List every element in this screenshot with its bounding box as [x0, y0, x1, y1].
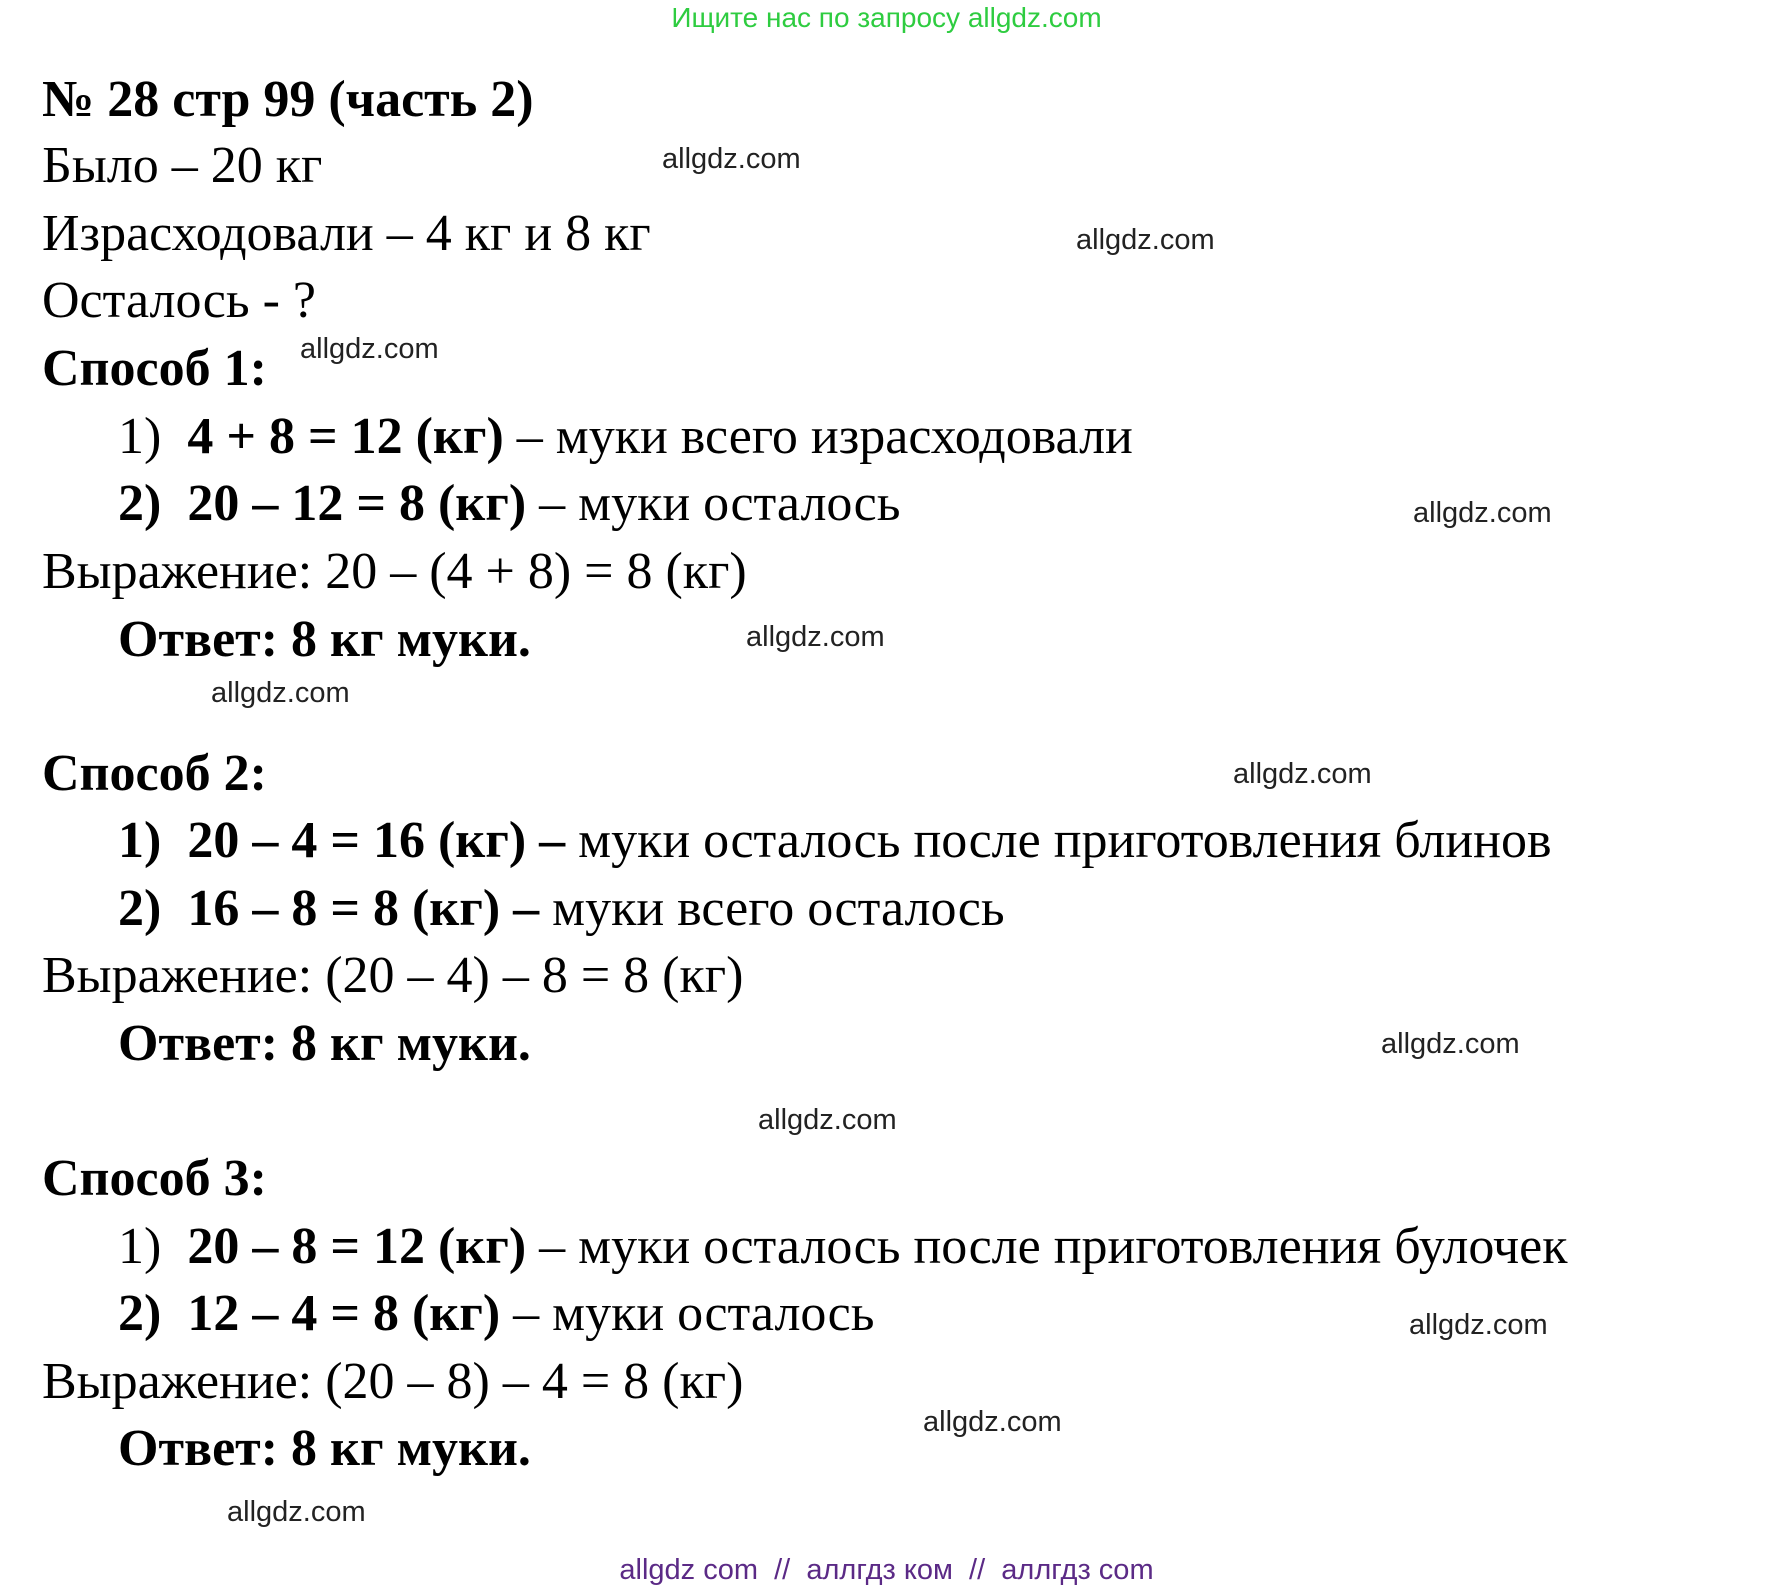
method1-answer: Ответ: 8 кг муки.	[118, 611, 531, 668]
step-text: муки всего осталось	[552, 880, 1005, 937]
step-number: 2)	[118, 475, 162, 532]
step-expression: 4 + 8 = 12 (кг)	[187, 408, 504, 465]
given-spent: Израсходовали – 4 кг и 8 кг	[42, 205, 651, 262]
method1-title: Способ 1:	[42, 340, 267, 397]
method1-expression: Выражение: 20 – (4 + 8) = 8 (кг)	[42, 543, 747, 600]
watermark: allgdz.com	[227, 1496, 366, 1528]
step-text: – муки осталось	[539, 475, 901, 532]
top-banner: Ищите нас по запросу allgdz.com	[671, 2, 1102, 33]
method2-step1	[118, 812, 1552, 869]
step-expression: 20 – 12 = 8 (кг)	[187, 475, 527, 532]
page-title: № 28 стр 99 (часть 2)	[42, 71, 534, 128]
watermark: allgdz.com	[1413, 497, 1552, 529]
watermark: allgdz.com	[211, 677, 350, 709]
step-text: муки осталось после приготовления блинов	[578, 812, 1552, 869]
method3-title: Способ 3:	[42, 1150, 267, 1207]
method2-step2	[118, 880, 1005, 937]
step-number: 1)	[118, 1218, 162, 1275]
method2-title: Способ 2:	[42, 745, 267, 802]
step-expression: 20 – 4 = 16 (кг) –	[187, 812, 566, 869]
step-number: 1)	[118, 812, 162, 869]
step-number: 2)	[118, 880, 162, 937]
watermark: allgdz.com	[1233, 758, 1372, 790]
step-number: 2)	[118, 1285, 162, 1342]
step-text: – муки осталось после приготовления булочек	[539, 1218, 1568, 1275]
given-was: Было – 20 кг	[42, 137, 323, 194]
method2-answer: Ответ: 8 кг муки.	[118, 1015, 531, 1072]
method3-step1	[118, 1218, 1568, 1275]
given-left: Осталось - ?	[42, 272, 316, 329]
step-expression: 20 – 8 = 12 (кг)	[187, 1218, 527, 1275]
step-expression: 16 – 8 = 8 (кг) –	[187, 880, 540, 937]
watermark: allgdz.com	[746, 621, 885, 653]
watermark: allgdz.com	[1409, 1309, 1548, 1341]
step-number: 1)	[118, 408, 162, 465]
step-text: – муки всего израсходовали	[516, 408, 1133, 465]
watermark: allgdz.com	[300, 333, 439, 365]
method3-answer: Ответ: 8 кг муки.	[118, 1420, 531, 1477]
method1-step2	[118, 475, 901, 532]
watermark: allgdz.com	[923, 1406, 1062, 1438]
step-expression: 12 – 4 = 8 (кг)	[187, 1285, 501, 1342]
method3-expression: Выражение: (20 – 8) – 4 = 8 (кг)	[42, 1353, 744, 1410]
step-text: – муки осталось	[513, 1285, 875, 1342]
watermark: allgdz.com	[662, 143, 801, 175]
watermark: allgdz.com	[1076, 224, 1215, 256]
method2-expression: Выражение: (20 – 4) – 8 = 8 (кг)	[42, 947, 744, 1004]
method3-step2	[118, 1285, 875, 1342]
watermark: allgdz.com	[1381, 1028, 1520, 1060]
watermark: allgdz.com	[758, 1104, 897, 1136]
method1-step1	[118, 408, 1133, 465]
footer-text: allgdz com // аллгдз ком // аллгдз com	[619, 1554, 1154, 1586]
